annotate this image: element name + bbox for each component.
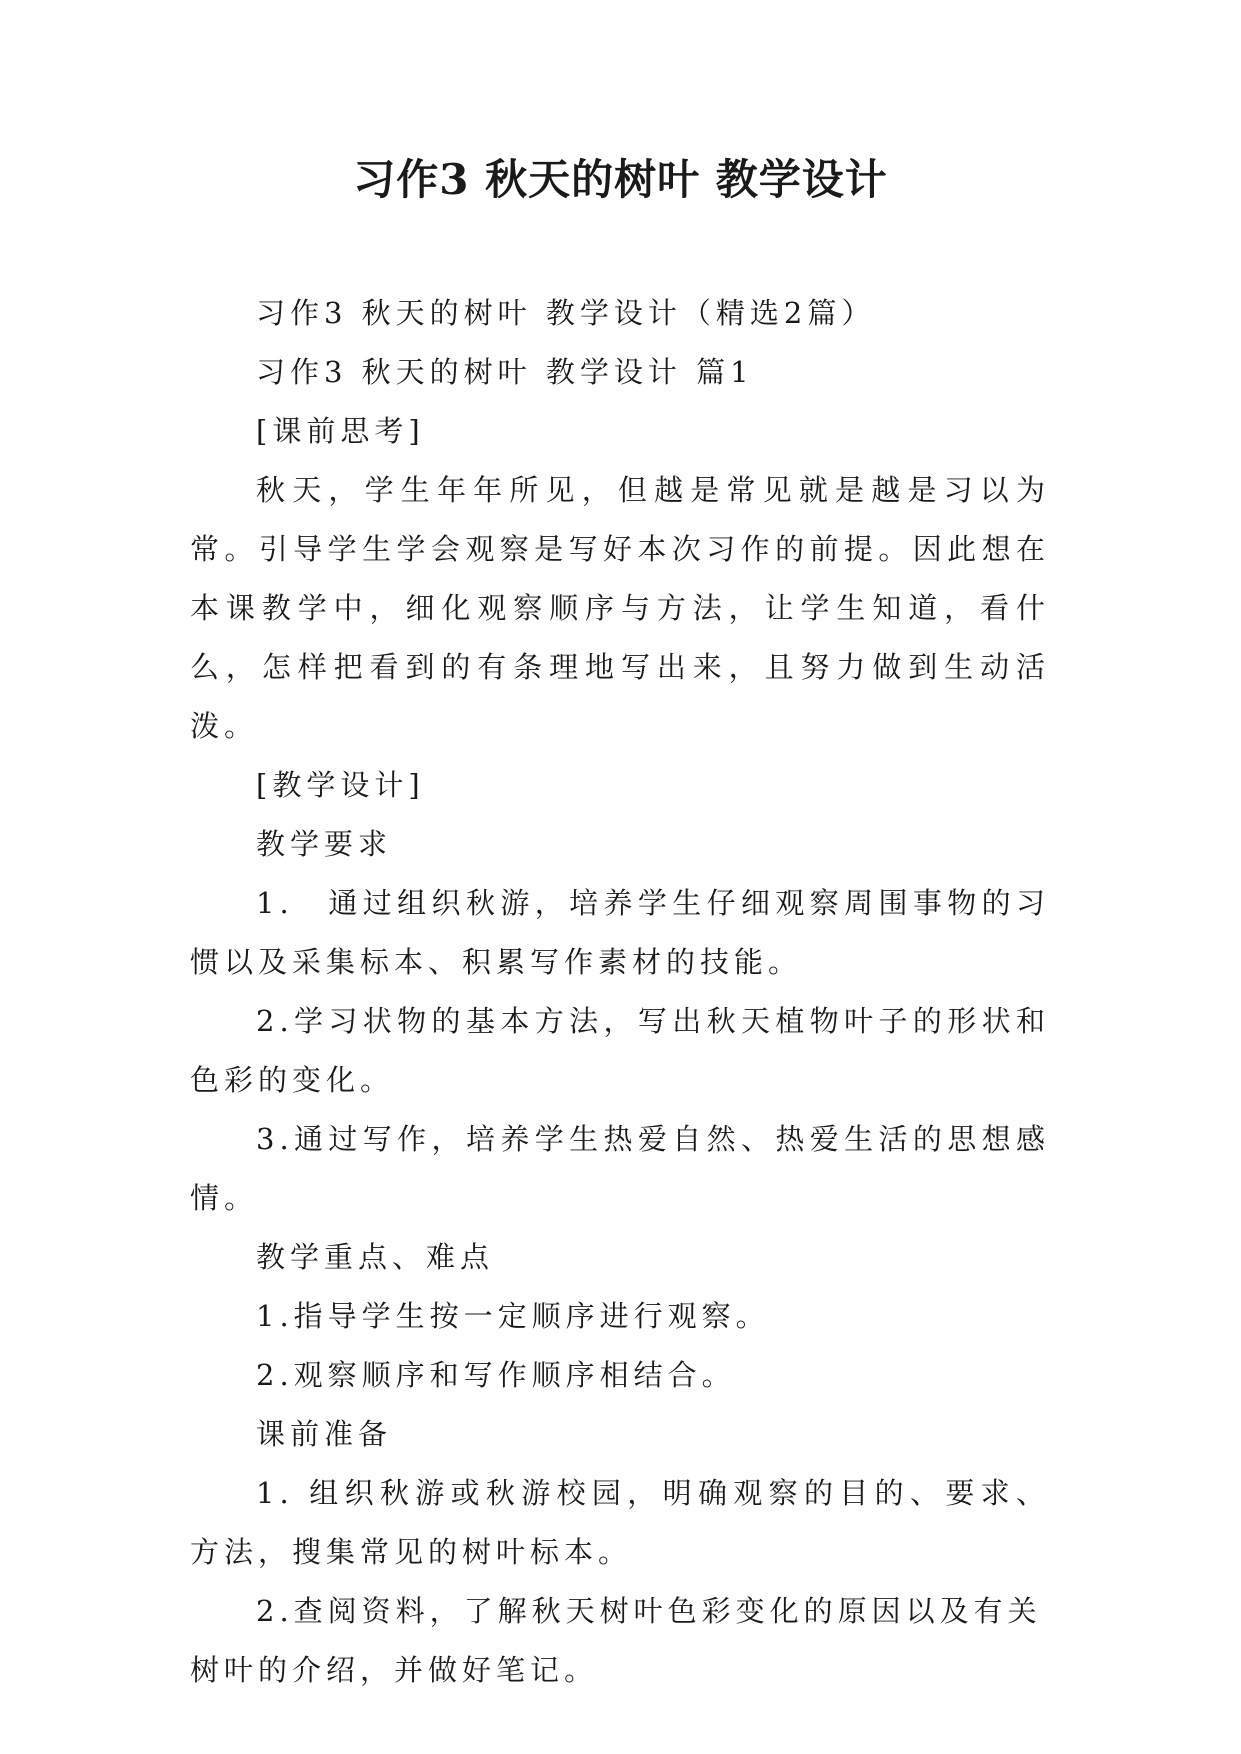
subheading: 教学重点、难点 [256, 1240, 495, 1274]
list-item: 2.查阅资料，了解秋天树叶色彩变化的原因以及有关树叶的介绍，并做好笔记。 [190, 1594, 1042, 1687]
list-item: 3.通过写作，培养学生热爱自然、热爱生活的思想感情。 [190, 1122, 1050, 1215]
list-item: 1. 通过组织秋游，培养学生仔细观察周围事物的习惯以及采集标本、积累写作素材的技能。 [190, 886, 1050, 979]
list-item: 1. 组织秋游或秋游校园，明确观察的目的、要求、方法，搜集常见的树叶标本。 [190, 1476, 1050, 1569]
list-item: 2.观察顺序和写作顺序相结合。 [256, 1358, 736, 1392]
list-item: 2.学习状物的基本方法，写出秋天植物叶子的形状和色彩的变化。 [190, 1004, 1050, 1097]
subheading: 课前准备 [256, 1417, 393, 1451]
doc-subtitle: 习作3 秋天的树叶 教学设计（精选2篇） [256, 296, 876, 330]
list-item: 1.指导学生按一定顺序进行观察。 [256, 1299, 770, 1333]
document-body [190, 284, 1050, 1700]
document-title: 习作3 秋天的树叶 教学设计 [353, 155, 888, 204]
subheading: 教学要求 [256, 827, 393, 861]
bracket-heading: [教学设计] [256, 768, 425, 802]
section-heading: 习作3 秋天的树叶 教学设计 篇1 [256, 355, 754, 389]
body-paragraph: 秋天，学生年年所见，但越是常见就是越是习以为常。引导学生学会观察是写好本次习作的前提。因此想在本课教学中，细化观察顺序与方法，让学生知道，看什么，怎样把看到的有条理地写出来，且努力做到生动活泼。 [190, 473, 1050, 743]
bracket-heading: [课前思考] [256, 414, 425, 448]
